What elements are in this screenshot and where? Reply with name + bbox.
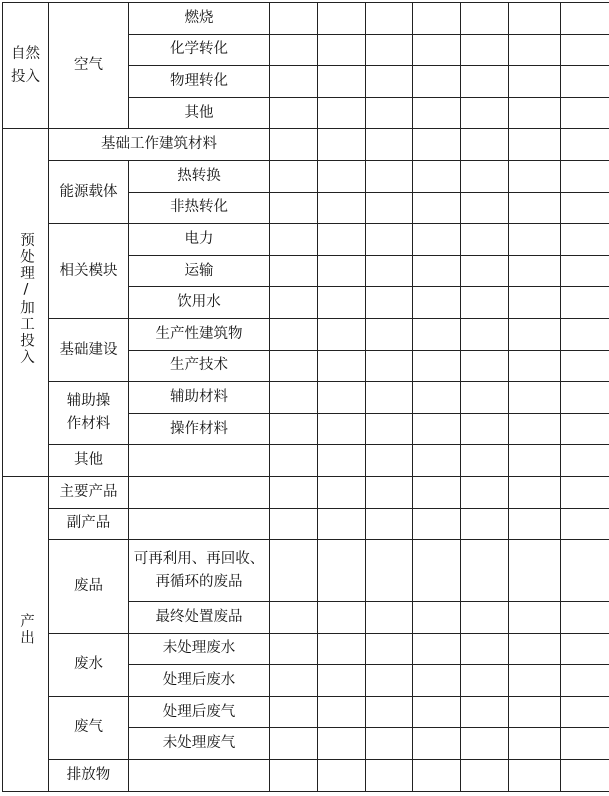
table-cell — [561, 255, 609, 287]
item-air-2 — [129, 66, 270, 98]
table-cell — [270, 382, 318, 414]
table-cell — [270, 760, 318, 792]
table-cell — [413, 287, 461, 319]
table-cell — [318, 382, 366, 414]
category-natural-text: 自然投入 — [11, 45, 40, 85]
table-cell — [461, 508, 509, 540]
item-aux-1 — [129, 413, 270, 445]
table-cell — [561, 508, 609, 540]
item-air-1 — [129, 34, 270, 66]
item-exhaust-0 — [129, 696, 270, 728]
table-cell — [270, 633, 318, 665]
item-module-1 — [129, 255, 270, 287]
table-cell — [561, 97, 609, 129]
table-cell — [318, 34, 366, 66]
table-cell — [461, 665, 509, 697]
table-cell — [561, 3, 609, 35]
item-base-material-text: 基础工作建筑材料 — [101, 136, 217, 153]
table-cell — [509, 255, 561, 287]
table-cell — [509, 3, 561, 35]
item-module-0 — [129, 224, 270, 256]
table-cell — [366, 34, 413, 66]
table-cell — [318, 192, 366, 224]
group-infra — [49, 318, 129, 381]
table-cell — [318, 413, 366, 445]
table-cell — [509, 350, 561, 382]
table-cell — [413, 728, 461, 760]
table-cell — [561, 318, 609, 350]
item-emissions-empty — [129, 760, 270, 792]
table-cell — [413, 224, 461, 256]
table-cell — [318, 255, 366, 287]
item-module-2-text: 饮用水 — [177, 294, 221, 311]
table-cell — [318, 66, 366, 98]
table-cell — [318, 665, 366, 697]
table-cell — [509, 97, 561, 129]
item-air-3-text: 其他 — [184, 104, 214, 121]
item-module-0-text: 电力 — [184, 230, 214, 247]
table-cell — [270, 224, 318, 256]
table-cell — [270, 3, 318, 35]
table-row — [3, 760, 609, 792]
table-cell — [413, 3, 461, 35]
table-cell — [270, 413, 318, 445]
table-cell — [561, 665, 609, 697]
item-waste-1-text: 最终处置废品 — [155, 608, 243, 625]
table-cell — [509, 665, 561, 697]
group-modules-text: 相关模块 — [59, 262, 118, 279]
table-cell — [561, 160, 609, 192]
table-cell — [270, 192, 318, 224]
item-module-2 — [129, 287, 270, 319]
table-row — [3, 3, 609, 35]
item-wastewater-0 — [129, 633, 270, 665]
item-waste-1 — [129, 602, 270, 634]
table-cell — [561, 476, 609, 508]
table-cell — [413, 445, 461, 477]
table-cell — [461, 602, 509, 634]
group-pre-other-text: 其他 — [74, 452, 103, 469]
table-cell — [318, 224, 366, 256]
table-cell — [318, 318, 366, 350]
item-infra-0-text: 生产性建筑物 — [155, 325, 243, 342]
table-cell — [509, 508, 561, 540]
group-emissions-text: 排放物 — [66, 766, 111, 783]
table-cell — [270, 34, 318, 66]
table-cell — [270, 540, 318, 602]
group-main-product — [49, 476, 129, 508]
item-energy-1 — [129, 192, 270, 224]
item-waste-0 — [129, 540, 270, 602]
item-exhaust-0-text: 处理后废气 — [162, 703, 236, 720]
table-cell — [318, 129, 366, 161]
table-cell — [366, 476, 413, 508]
table-cell — [509, 445, 561, 477]
group-infra-text: 基础建设 — [59, 341, 118, 358]
table-cell — [366, 66, 413, 98]
table-row — [3, 382, 609, 414]
table-cell — [413, 129, 461, 161]
table-cell — [318, 350, 366, 382]
table-cell — [413, 318, 461, 350]
table-cell — [561, 696, 609, 728]
item-main-product-empty — [129, 476, 270, 508]
table-row — [3, 540, 609, 602]
table-cell — [366, 602, 413, 634]
table-cell — [270, 445, 318, 477]
table-cell — [509, 382, 561, 414]
table-cell — [413, 192, 461, 224]
table-cell — [461, 382, 509, 414]
group-waste — [49, 540, 129, 634]
category-output-text: 产出 — [18, 613, 34, 647]
table-cell — [461, 476, 509, 508]
table-cell — [561, 413, 609, 445]
table-cell — [318, 602, 366, 634]
item-infra-1-text: 生产技术 — [170, 357, 228, 374]
table-cell — [413, 413, 461, 445]
table-cell — [461, 728, 509, 760]
category-pre-text: 预处理/加工投入 — [18, 231, 34, 366]
table-cell — [318, 97, 366, 129]
table-cell — [366, 224, 413, 256]
item-energy-0-text: 热转换 — [177, 167, 221, 184]
table-cell — [561, 445, 609, 477]
group-wastewater-text: 废水 — [74, 656, 103, 673]
table-cell — [509, 224, 561, 256]
table-cell — [509, 633, 561, 665]
table-cell — [461, 633, 509, 665]
table-cell — [270, 160, 318, 192]
table-cell — [366, 633, 413, 665]
table-cell — [509, 476, 561, 508]
table-cell — [366, 760, 413, 792]
item-air-3 — [129, 97, 270, 129]
item-energy-0 — [129, 160, 270, 192]
table-cell — [461, 318, 509, 350]
table-cell — [509, 760, 561, 792]
table-cell — [270, 66, 318, 98]
table-cell — [461, 413, 509, 445]
table-cell — [318, 3, 366, 35]
table-cell — [461, 192, 509, 224]
item-aux-0-text: 辅助材料 — [170, 388, 228, 405]
group-aux — [49, 382, 129, 445]
table-cell — [461, 540, 509, 602]
table-cell — [509, 413, 561, 445]
group-modules — [49, 224, 129, 319]
group-emissions — [49, 760, 129, 792]
table-cell — [509, 540, 561, 602]
table-cell — [509, 318, 561, 350]
item-energy-1-text: 非热转化 — [170, 199, 228, 216]
table-cell — [413, 476, 461, 508]
table-row — [3, 508, 609, 540]
item-air-2-text: 物理转化 — [170, 72, 228, 89]
table-cell — [413, 382, 461, 414]
table-cell — [413, 97, 461, 129]
table-cell — [561, 287, 609, 319]
table-cell — [413, 760, 461, 792]
table-cell — [461, 66, 509, 98]
item-wastewater-1 — [129, 665, 270, 697]
table-cell — [413, 540, 461, 602]
item-air-0-text: 燃烧 — [184, 9, 214, 26]
table-row — [3, 318, 609, 350]
table-cell — [270, 129, 318, 161]
table-cell — [366, 696, 413, 728]
item-aux-1-text: 操作材料 — [170, 420, 228, 437]
table-cell — [413, 160, 461, 192]
table-cell — [318, 728, 366, 760]
table-cell — [318, 508, 366, 540]
table-cell — [366, 508, 413, 540]
item-module-1-text: 运输 — [184, 262, 214, 279]
table-cell — [270, 508, 318, 540]
table-cell — [461, 445, 509, 477]
table-cell — [270, 476, 318, 508]
table-cell — [509, 287, 561, 319]
table-cell — [461, 34, 509, 66]
table-cell — [413, 665, 461, 697]
item-pre-other-empty — [129, 445, 270, 477]
table-cell — [366, 413, 413, 445]
table-cell — [561, 728, 609, 760]
table-cell — [509, 129, 561, 161]
group-pre-other — [49, 445, 129, 477]
table-cell — [318, 633, 366, 665]
table-cell — [461, 160, 509, 192]
group-air — [49, 3, 129, 129]
table-cell — [366, 665, 413, 697]
group-energy — [49, 160, 129, 223]
table-cell — [366, 540, 413, 602]
table-row — [3, 160, 609, 192]
table-cell — [318, 696, 366, 728]
table-cell — [270, 696, 318, 728]
table-cell — [270, 602, 318, 634]
table-row — [3, 129, 609, 161]
table-cell — [561, 633, 609, 665]
group-air-text: 空气 — [74, 57, 103, 74]
group-exhaust-text: 废气 — [74, 719, 103, 736]
item-air-1-text: 化学转化 — [170, 41, 228, 58]
table-cell — [413, 350, 461, 382]
category-output — [3, 476, 49, 791]
item-by-product-empty — [129, 508, 270, 540]
table-cell — [561, 34, 609, 66]
category-natural — [3, 3, 49, 129]
table-cell — [509, 602, 561, 634]
table-cell — [366, 192, 413, 224]
table-cell — [461, 255, 509, 287]
table-cell — [461, 760, 509, 792]
table-cell — [561, 760, 609, 792]
item-waste-0-text: 可再利用、再回收、再循环的废品 — [133, 550, 265, 590]
item-exhaust-1 — [129, 728, 270, 760]
table-row — [3, 696, 609, 728]
table-cell — [561, 66, 609, 98]
table-cell — [509, 728, 561, 760]
table-cell — [366, 129, 413, 161]
group-by-product — [49, 508, 129, 540]
table-cell — [366, 287, 413, 319]
table-cell — [366, 445, 413, 477]
table-cell — [270, 728, 318, 760]
table-cell — [509, 696, 561, 728]
item-wastewater-0-text: 未处理废水 — [162, 640, 236, 657]
item-infra-0 — [129, 318, 270, 350]
table-cell — [461, 97, 509, 129]
item-exhaust-1-text: 未处理废气 — [162, 735, 236, 752]
table-cell — [366, 160, 413, 192]
table-cell — [561, 192, 609, 224]
table-cell — [561, 224, 609, 256]
inventory-table — [2, 2, 609, 792]
table-cell — [413, 508, 461, 540]
table-cell — [366, 3, 413, 35]
table-cell — [461, 350, 509, 382]
table-cell — [461, 696, 509, 728]
table-cell — [270, 350, 318, 382]
table-cell — [509, 160, 561, 192]
item-wastewater-1-text: 处理后废水 — [162, 672, 236, 689]
group-main-product-text: 主要产品 — [59, 483, 118, 500]
table-cell — [413, 66, 461, 98]
table-cell — [318, 476, 366, 508]
table-cell — [561, 540, 609, 602]
table-cell — [366, 728, 413, 760]
group-waste-text: 废品 — [74, 577, 103, 594]
category-pre — [3, 129, 49, 477]
group-wastewater — [49, 633, 129, 696]
table-cell — [413, 602, 461, 634]
table-cell — [413, 255, 461, 287]
table-cell — [461, 287, 509, 319]
table-cell — [270, 287, 318, 319]
table-cell — [509, 66, 561, 98]
item-infra-1 — [129, 350, 270, 382]
table-cell — [561, 350, 609, 382]
table-cell — [366, 255, 413, 287]
table-cell — [270, 318, 318, 350]
table-cell — [318, 445, 366, 477]
item-air-0 — [129, 3, 270, 35]
table-cell — [561, 129, 609, 161]
item-aux-0 — [129, 382, 270, 414]
table-cell — [318, 287, 366, 319]
group-by-product-text: 副产品 — [66, 515, 111, 532]
table-cell — [509, 34, 561, 66]
table-cell — [318, 160, 366, 192]
table-cell — [318, 760, 366, 792]
table-cell — [366, 350, 413, 382]
table-row — [3, 476, 609, 508]
group-aux-text: 辅助操作材料 — [66, 393, 111, 433]
table-row — [3, 633, 609, 665]
table-cell — [270, 665, 318, 697]
table-cell — [366, 318, 413, 350]
table-row — [3, 224, 609, 256]
table-cell — [413, 696, 461, 728]
table-cell — [461, 224, 509, 256]
table-cell — [561, 602, 609, 634]
table-cell — [318, 540, 366, 602]
table-row — [3, 445, 609, 477]
table-cell — [366, 97, 413, 129]
item-base-material — [49, 129, 270, 161]
table-cell — [413, 34, 461, 66]
table-cell — [270, 97, 318, 129]
table-cell — [413, 633, 461, 665]
table-cell — [461, 129, 509, 161]
table-cell — [509, 192, 561, 224]
table-cell — [270, 255, 318, 287]
group-exhaust — [49, 696, 129, 759]
table-cell — [461, 3, 509, 35]
table-cell — [366, 382, 413, 414]
table-cell — [561, 382, 609, 414]
group-energy-text: 能源载体 — [59, 183, 118, 200]
